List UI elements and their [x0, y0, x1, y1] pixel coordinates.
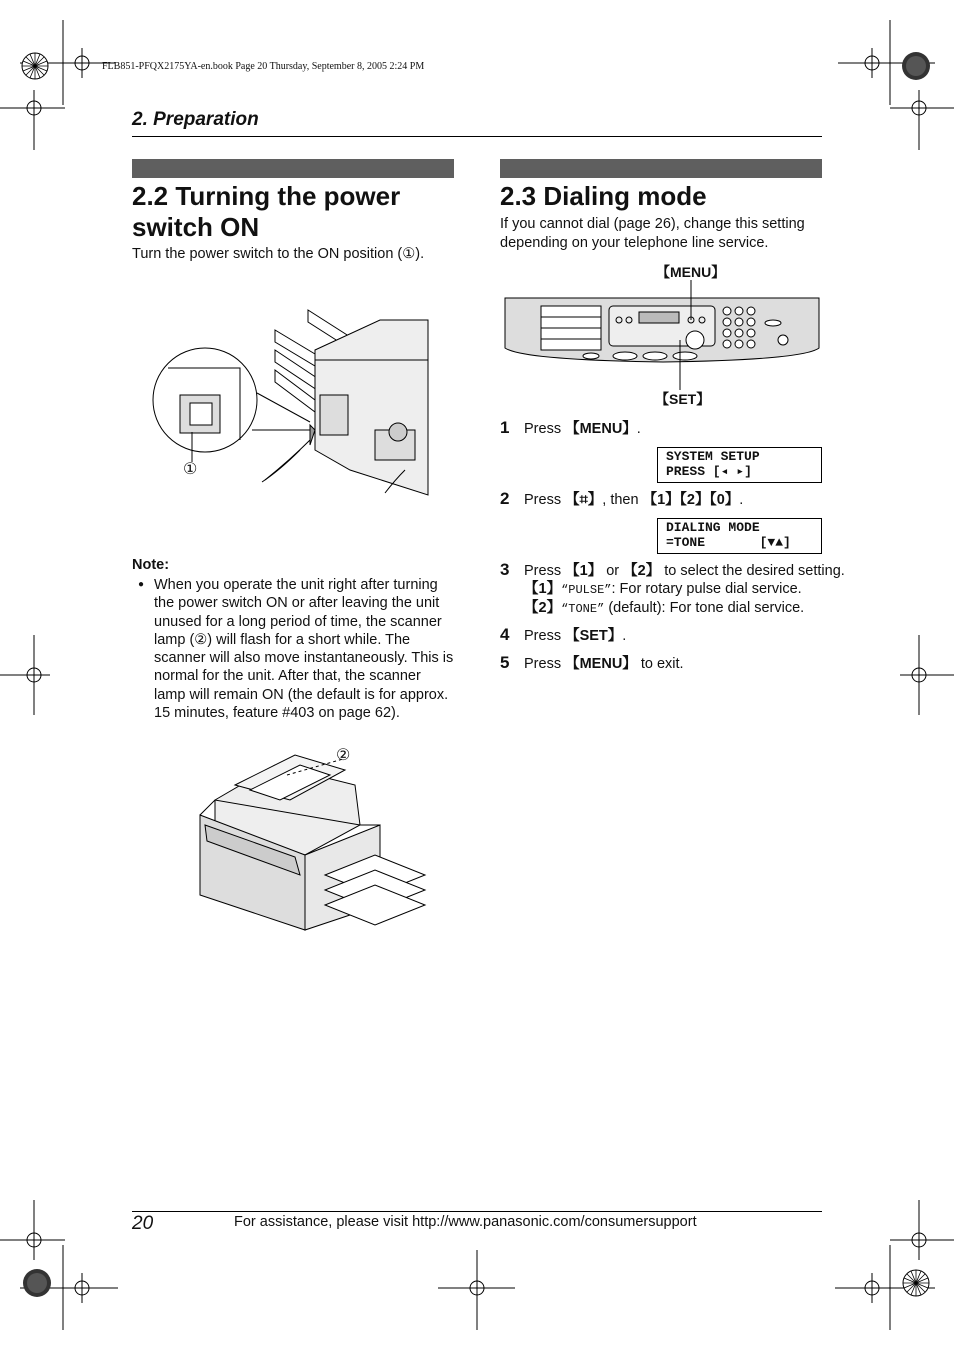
footer-text: For assistance, please visit http://www.panasonic.com/consumersupport	[234, 1214, 697, 1230]
step-text: .	[622, 628, 627, 644]
step-number: 5	[500, 653, 510, 672]
lcd-display-1	[657, 447, 822, 483]
step-5	[500, 653, 822, 673]
step-3	[500, 560, 845, 580]
step-2	[500, 489, 822, 509]
step-text: or	[602, 563, 624, 579]
step-text: Press	[524, 492, 566, 508]
option-desc: (default): For tone dial service.	[604, 600, 805, 616]
lcd-display-2	[657, 518, 822, 554]
section-bar-left	[132, 159, 454, 178]
label-set: 【SET】	[655, 391, 711, 407]
step-key: 【SET】	[565, 628, 623, 644]
note-list	[132, 576, 454, 722]
heading-line2: switch ON	[132, 212, 260, 242]
footer-rule	[132, 1211, 822, 1212]
section-title: 2. Preparation	[132, 109, 259, 130]
step-text: .	[636, 421, 641, 437]
section-bar-right	[500, 159, 822, 178]
option-value: “TONE”	[561, 602, 605, 616]
step-1	[500, 418, 822, 438]
step-number: 4	[500, 625, 510, 644]
step-text: Press	[524, 421, 566, 437]
step-text: , then	[602, 492, 643, 508]
step-key: 【⌗】	[565, 492, 603, 508]
page-number: 20	[132, 1213, 154, 1234]
option-desc: : For rotary pulse dial service.	[611, 581, 802, 597]
option-tone	[524, 599, 804, 619]
step-key: 【MENU】	[565, 656, 637, 672]
control-panel-illustration	[503, 280, 821, 390]
step-text: Press	[524, 563, 566, 579]
step-key: 【1】【2】【0】	[642, 492, 740, 508]
power-intro: Turn the power switch to the ON position (①).	[132, 246, 425, 262]
heading-power-switch	[132, 181, 462, 243]
step-key: 【2】	[623, 563, 661, 579]
lcd-line: =TONE [▼▲]	[666, 535, 791, 550]
note-item: ● When you operate the unit right after turning the power switch ON or after leaving the unit unused for a long period of time, the scanner lamp (②) will flash for a short while. The scanner will also move instantaneously. This is normal for the unit. After that, the scanner lamp will remain ON (the default is for approx. 15 minutes, feature #403 on page 62).	[132, 576, 454, 722]
label-menu: 【MENU】	[656, 264, 726, 280]
step-key: 【MENU】	[565, 421, 637, 437]
step-text: .	[739, 492, 744, 508]
step-text: Press	[524, 628, 566, 644]
lcd-line: SYSTEM SETUP	[666, 449, 760, 464]
unit-illustration	[195, 745, 430, 935]
step-4	[500, 625, 822, 645]
step-number: 2	[500, 489, 510, 508]
lcd-line: DIALING MODE	[666, 520, 760, 535]
note-title: Note:	[132, 557, 170, 573]
option-value: “PULSE”	[561, 583, 612, 597]
dialing-intro: If you cannot dial (page 26), change this setting depending on your telephone line service.	[500, 216, 805, 251]
step-number: 3	[500, 560, 510, 579]
callout-1: ①	[183, 461, 198, 478]
callout-2: ②	[336, 747, 351, 764]
option-key: 【2】	[524, 600, 562, 616]
step-text: Press	[524, 656, 566, 672]
heading-line1: 2.2 Turning the power	[132, 181, 401, 211]
lcd-line: PRESS [◂ ▸]	[666, 464, 752, 479]
heading-dialing-mode	[500, 181, 707, 212]
step-text: to select the desired setting.	[660, 563, 845, 579]
step-number: 1	[500, 418, 510, 437]
step-text: to exit.	[636, 656, 684, 672]
step-key: 【1】	[565, 563, 603, 579]
file-meta: FLB851-PFQX2175YA-en.book Page 20 Thursday, September 8, 2005 2:24 PM	[102, 61, 425, 72]
heading-text: 2.3 Dialing mode	[500, 181, 707, 211]
option-key: 【1】	[524, 581, 562, 597]
option-pulse	[524, 580, 802, 600]
header-rule	[132, 136, 822, 137]
